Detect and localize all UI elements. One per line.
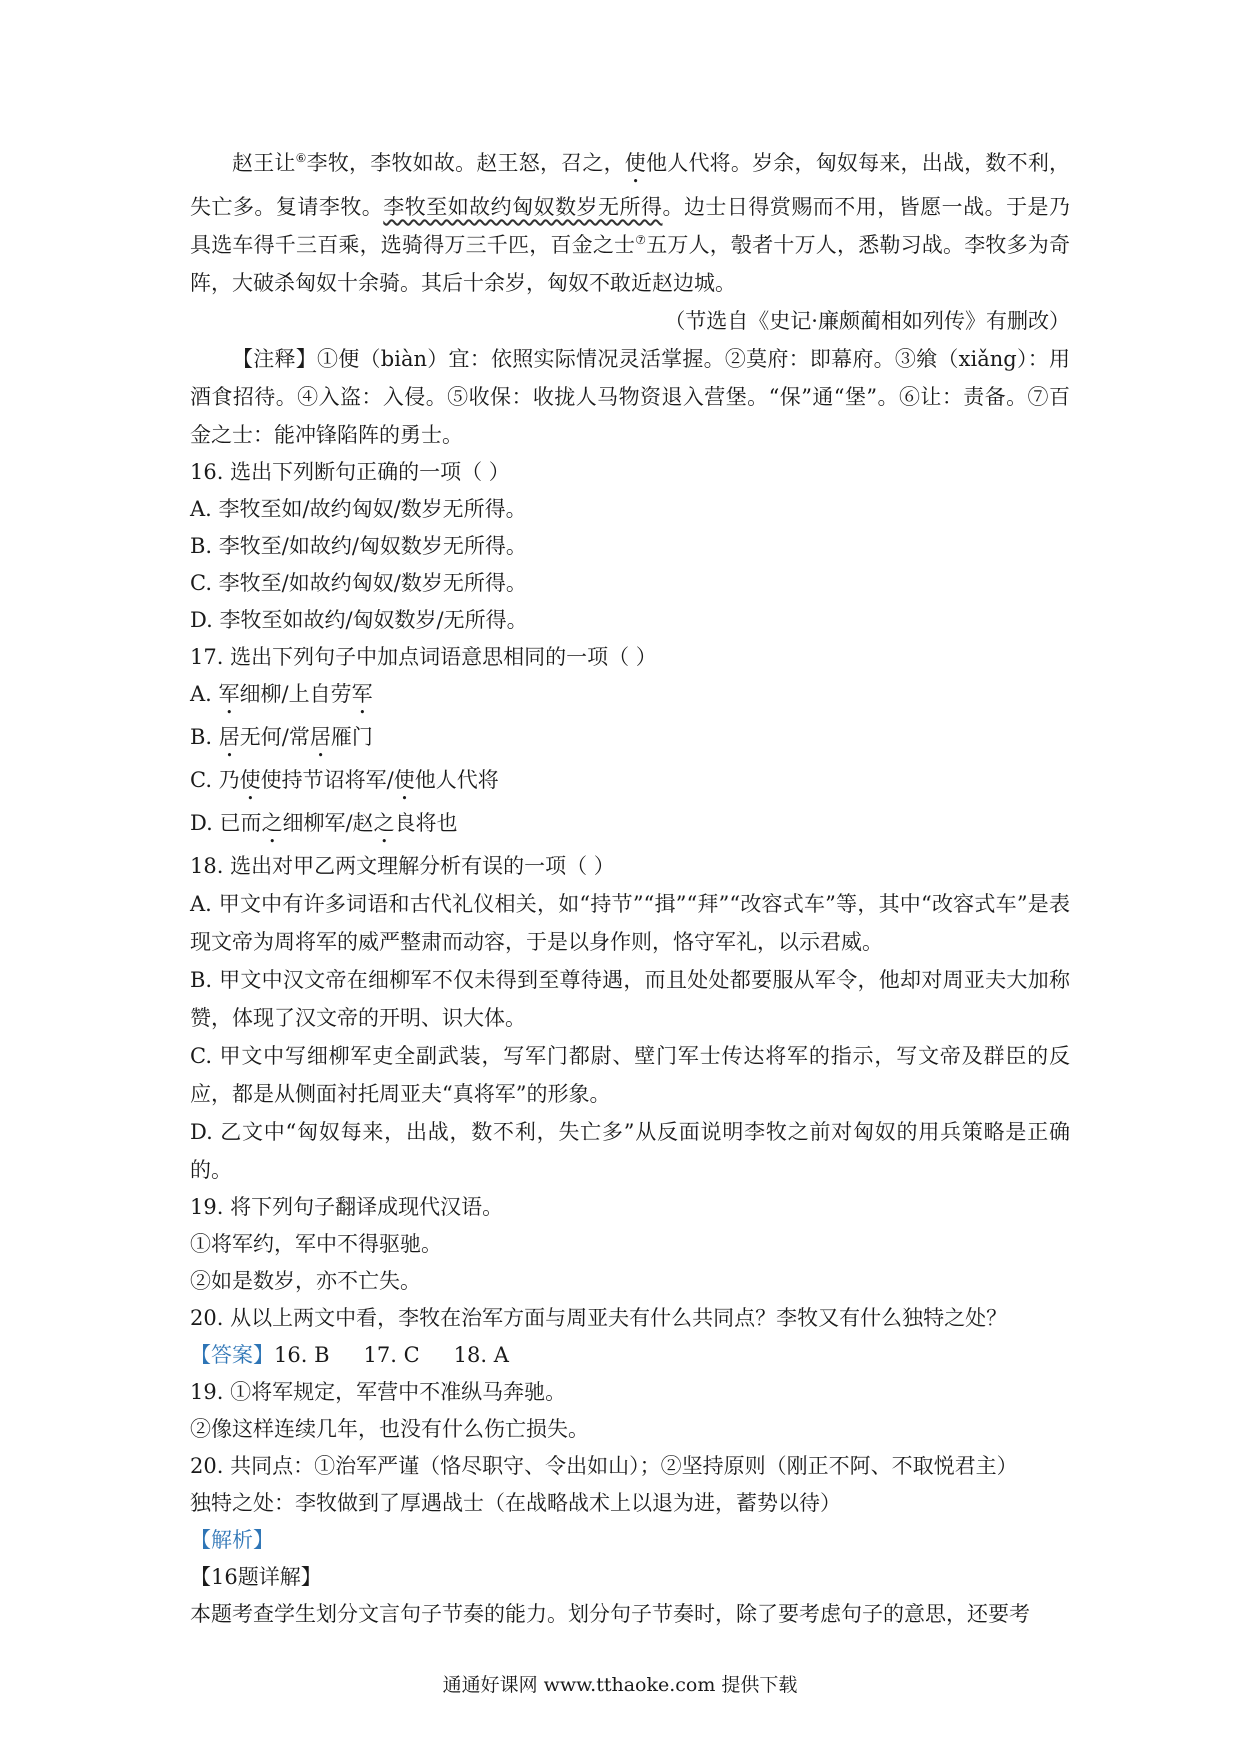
question-17-option-c: C. 乃使使持节诏将军/使他人代将 bbox=[190, 768, 499, 792]
passage-text: 李牧，李牧如故。赵王怒，召之， bbox=[306, 151, 625, 175]
footnote-marker: ⑥ bbox=[295, 151, 307, 165]
analysis-subheading: 【16题详解】 bbox=[190, 1565, 322, 1589]
passage-text: 赵王让 bbox=[232, 151, 296, 175]
question-18-stem: 18. 选出对甲乙两文理解分析有误的一项（ ） bbox=[190, 854, 615, 878]
passage-text: 五万人，彀者十万人，悉勒习战。李牧多为奇阵，大破杀匈奴十余骑。其后十余岁，匈奴不敢近赵边城。 bbox=[190, 233, 1071, 295]
question-16-option-b: B. 李牧至/如故约/匈奴数岁无所得。 bbox=[190, 534, 527, 558]
answer-label: 【答案】 bbox=[190, 1343, 274, 1367]
footnote-marker: ⑦ bbox=[635, 233, 647, 247]
question-20-stem: 20. 从以上两文中看，李牧在治军方面与周亚夫有什么共同点？李牧又有什么独特之处？ bbox=[190, 1306, 1008, 1330]
passage-paragraph bbox=[190, 144, 1070, 302]
question-18-option-d: D. 乙文中“匈奴每来，出战，数不利，失亡多”从反面说明李牧之前对匈奴的用兵策略是正确的。 bbox=[190, 1120, 1070, 1182]
question-18-option-a: A. 甲文中有许多词语和古代礼仪相关，如“持节”“揖”“拜”“改容式车”等，其中“改容式车”是表现文帝为周将军的威严整肃而动容，于是以身作则，恪守军礼，以示君威。 bbox=[190, 892, 1070, 954]
dotted-word: 使 bbox=[393, 768, 415, 792]
analysis-label: 【解析】 bbox=[190, 1528, 274, 1552]
wavy-underlined-sentence: 李牧至如故约匈奴数岁无所得 bbox=[383, 195, 663, 219]
answer-line bbox=[190, 1337, 1070, 1374]
dotted-word: 军 bbox=[351, 682, 373, 706]
answer-20-2: 独特之处：李牧做到了厚遇战士（在战略战术上以退为进，蓄势以待） bbox=[190, 1491, 841, 1515]
question-19-stem: 19. 将下列句子翻译成现代汉语。 bbox=[190, 1195, 504, 1219]
question-17-option-d: D. 已而之细柳军/赵之良将也 bbox=[190, 811, 458, 835]
question-18-option-b: B. 甲文中汉文帝在细柳军不仅未得到至尊待遇，而且处处都要服从军令，他却对周亚夫大加称赞，体现了汉文帝的开明、识大体。 bbox=[190, 968, 1070, 1030]
answer-18: 18. A bbox=[453, 1343, 509, 1367]
analysis-text: 本题考查学生划分文言句子节奏的能力。划分句子节奏时，除了要考虑句子的意思，还要考 bbox=[190, 1602, 1030, 1626]
question-17-option-b: B. 居无何/常居雁门 bbox=[190, 725, 373, 749]
passage-text: 。边士日得赏赐而不用，皆愿一战。于是乃具选车得千三百乘，选骑得万三千匹，百金之士 bbox=[190, 195, 1071, 257]
dotted-word: 居 bbox=[218, 725, 240, 749]
passage-source: （节选自《史记·廉颇蔺相如列传》有删改） bbox=[664, 309, 1070, 333]
dotted-word: 使 bbox=[239, 768, 261, 792]
dotted-word: 之 bbox=[261, 811, 283, 835]
dotted-word: 军 bbox=[218, 682, 240, 706]
question-17-option-a: A. 军细柳/上自劳军 bbox=[190, 682, 373, 706]
document-body bbox=[190, 144, 1070, 1633]
page-footer: 通通好课网 www.tthaoke.com 提供下载 bbox=[442, 1674, 798, 1696]
answer-19-1: 19. ①将军规定，军营中不准纵马奔驰。 bbox=[190, 1380, 567, 1404]
dotted-word: 之 bbox=[373, 811, 395, 835]
dotted-word: 使 bbox=[624, 151, 647, 175]
answer-16: 16. B bbox=[274, 1343, 330, 1367]
answer-20-1: 20. 共同点：①治军严谨（恪尽职守、令出如山）；②坚持原则（刚正不阿、不取悦君主） bbox=[190, 1454, 1018, 1478]
answer-17: 17. C bbox=[363, 1343, 420, 1367]
question-16-option-d: D. 李牧至如故约/匈奴数岁/无所得。 bbox=[190, 608, 528, 632]
question-16-option-c: C. 李牧至/如故约匈奴/数岁无所得。 bbox=[190, 571, 527, 595]
annotation-note: 【注释】①便（biàn）宜：依照实际情况灵活掌握。②莫府：即幕府。③飨（xiǎng）：用酒食招待。④入盗：入侵。⑤收保：收拢人马物资退入营堡。“保”通“堡”。⑥让：责备。⑦百金之士：能冲锋陷阵的勇士。 bbox=[190, 347, 1070, 447]
question-19-sentence-2: ②如是数岁，亦不亡失。 bbox=[190, 1269, 421, 1293]
dotted-word: 居 bbox=[309, 725, 331, 749]
question-18-option-c: C. 甲文中写细柳军吏全副武装，写军门都尉、壁门军士传达将军的指示，写文帝及群臣的反应，都是从侧面衬托周亚夫“真将军”的形象。 bbox=[190, 1044, 1070, 1106]
question-17-stem: 17. 选出下列句子中加点词语意思相同的一项（ ） bbox=[190, 645, 657, 669]
question-19-sentence-1: ①将军约，军中不得驱驰。 bbox=[190, 1232, 442, 1256]
question-16-stem: 16. 选出下列断句正确的一项（ ） bbox=[190, 460, 510, 484]
question-16-option-a: A. 李牧至如/故约匈奴/数岁无所得。 bbox=[190, 497, 527, 521]
answer-19-2: ②像这样连续几年，也没有什么伤亡损失。 bbox=[190, 1417, 589, 1441]
passage-text: 他人代将。岁余，匈奴每来，出战，数不利，失亡多。复请李牧。 bbox=[190, 151, 1071, 219]
